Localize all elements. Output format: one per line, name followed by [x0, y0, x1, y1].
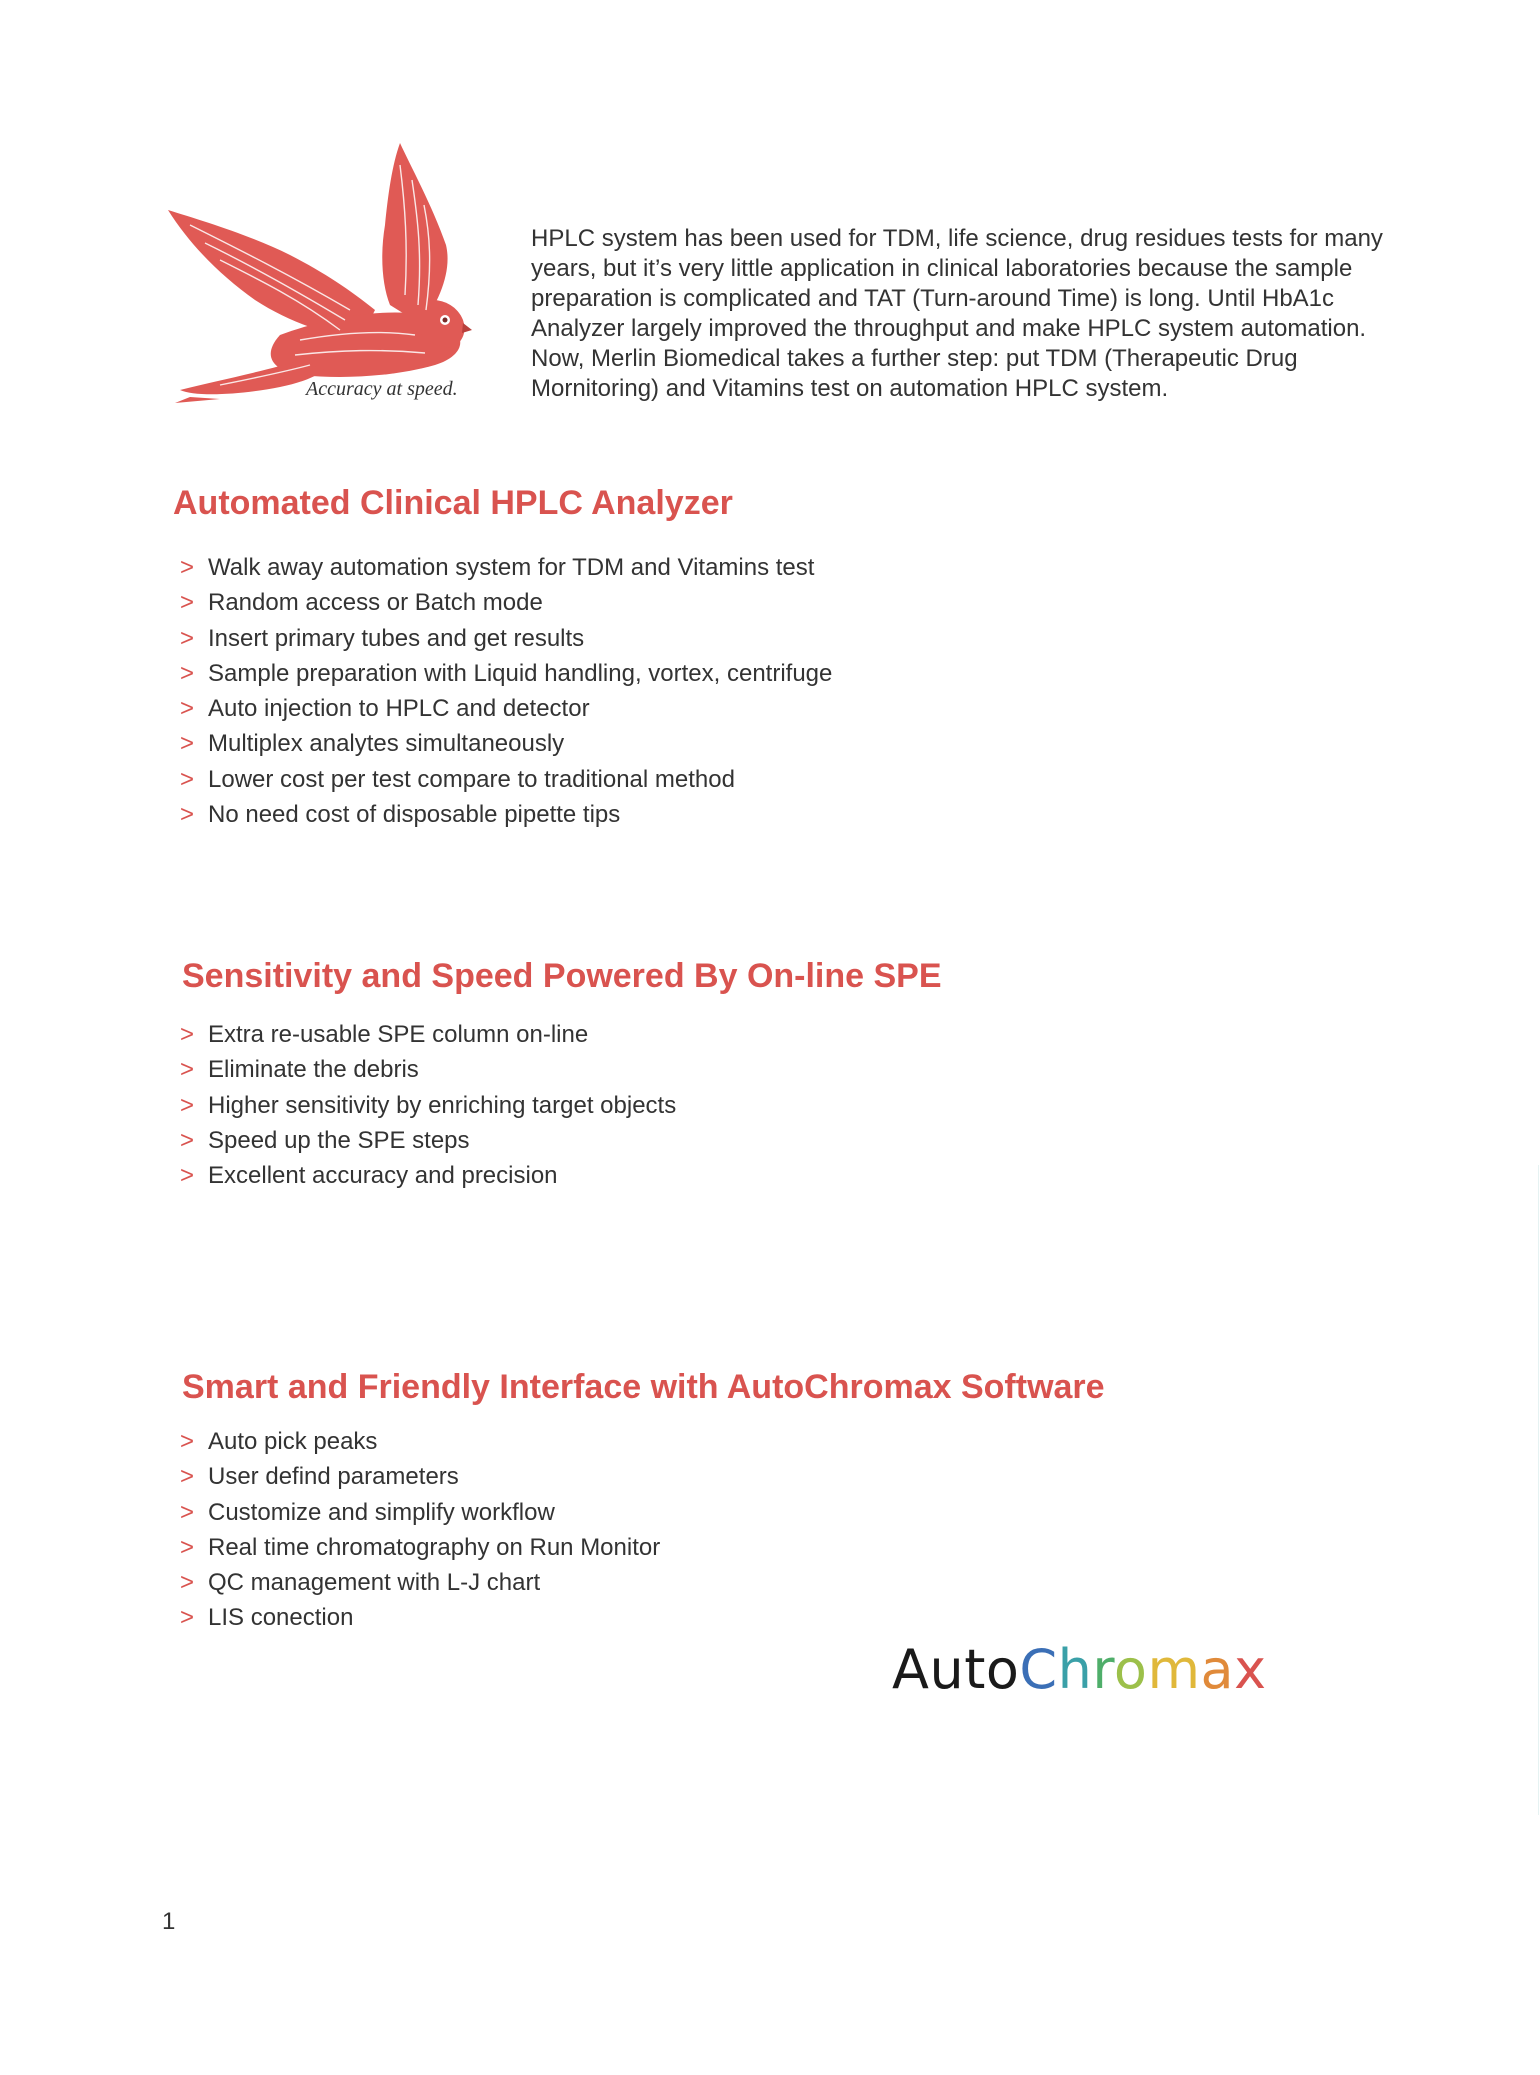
list-item-text: Speed up the SPE steps — [208, 1126, 470, 1154]
list-item-text: Real time chromatography on Run Monitor — [208, 1533, 661, 1561]
bullet-marker: > — [180, 695, 195, 723]
bullet-marker: > — [180, 1091, 195, 1119]
list-item — [180, 1088, 676, 1123]
intro-line: preparation is complicated and TAT (Turn-around Time) is long. Until HbA1c — [531, 285, 1335, 312]
section-title-online-spe: Sensitivity and Speed Powered By On-line SPE — [182, 957, 942, 995]
list-item — [180, 621, 832, 656]
list-item — [180, 1424, 660, 1459]
autochromax-letter: a — [1200, 1638, 1235, 1701]
intro-line: Mornitoring) and Vitamins test on automation HPLC system. — [531, 375, 1169, 402]
list-item — [180, 656, 832, 691]
autochromax-logo — [892, 1638, 1267, 1701]
autochromax-letter: C — [1019, 1638, 1058, 1701]
list-item-text: Auto pick peaks — [208, 1428, 378, 1455]
list-item-text: Multiplex analytes simultaneously — [208, 730, 565, 758]
list-item — [180, 1123, 676, 1158]
autochromax-software-list — [180, 1424, 660, 1636]
falcon-icon — [160, 135, 480, 405]
list-item — [180, 1495, 660, 1530]
list-item-text: User defind parameters — [208, 1463, 459, 1491]
list-item — [180, 1158, 676, 1193]
list-item — [180, 550, 832, 585]
autochromax-letter: o — [985, 1638, 1020, 1701]
list-item — [180, 1530, 660, 1565]
page-edge-divider — [1538, 1165, 1539, 1815]
autochromax-letter: A — [892, 1638, 930, 1701]
list-item — [180, 691, 832, 726]
list-item-text: Insert primary tubes and get results — [208, 624, 585, 652]
bullet-marker: > — [180, 801, 195, 829]
autochromax-letter: t — [964, 1638, 986, 1701]
falcon-logo — [160, 135, 480, 405]
autochromax-letter: u — [929, 1638, 965, 1701]
bullet-marker: > — [180, 730, 195, 758]
bullet-marker: > — [180, 1604, 195, 1632]
autochromax-letter: m — [1147, 1638, 1201, 1701]
intro-line: years, but it’s very little application in clinical laboratories because the sample — [531, 255, 1353, 282]
list-item — [180, 726, 832, 761]
list-item-text: Sample preparation with Liquid handling, vortex, centrifuge — [208, 659, 833, 687]
bullet-marker: > — [180, 1126, 195, 1154]
bullet-marker: > — [180, 1463, 195, 1491]
list-item-text: Eliminate the debris — [208, 1056, 419, 1084]
bullet-marker: > — [180, 554, 195, 581]
bullet-marker: > — [180, 1162, 195, 1190]
automated-analyzer-list — [180, 550, 832, 832]
bullet-marker: > — [180, 1056, 195, 1084]
list-item-text: Higher sensitivity by enriching target objects — [208, 1091, 677, 1119]
bullet-marker: > — [180, 1428, 195, 1455]
bullet-marker: > — [180, 624, 195, 652]
bullet-marker: > — [180, 1533, 195, 1561]
page-number: 1 — [162, 1908, 176, 1935]
list-item-text: Walk away automation system for TDM and Vitamins test — [208, 554, 815, 581]
list-item-text: Customize and simplify workflow — [208, 1498, 555, 1526]
bullet-marker: > — [180, 1569, 195, 1597]
list-item — [180, 762, 832, 797]
list-item-text: Random access or Batch mode — [208, 589, 543, 617]
list-item — [180, 797, 832, 832]
list-item — [180, 1459, 660, 1494]
list-item-text: Excellent accuracy and precision — [208, 1162, 558, 1190]
list-item-text: Extra re-usable SPE column on-line — [208, 1021, 589, 1048]
bullet-marker: > — [180, 659, 195, 687]
autochromax-letter: x — [1234, 1638, 1267, 1701]
section-title-automated-analyzer: Automated Clinical HPLC Analyzer — [173, 484, 733, 522]
list-item — [180, 1565, 660, 1600]
intro-line: Analyzer largely improved the throughput and make HPLC system automation. — [531, 315, 1367, 342]
intro-line: Now, Merlin Biomedical takes a further step: put TDM (Therapeutic Drug — [531, 345, 1298, 372]
section-title-autochromax-software: Smart and Friendly Interface with AutoChromax Software — [182, 1368, 1105, 1406]
list-item — [180, 585, 832, 620]
list-item-text: No need cost of disposable pipette tips — [208, 801, 621, 829]
bullet-marker: > — [180, 1498, 195, 1526]
list-item — [180, 1017, 676, 1052]
bullet-marker: > — [180, 765, 195, 793]
list-item-text: LIS conection — [208, 1604, 354, 1632]
autochromax-letter: r — [1092, 1638, 1114, 1701]
autochromax-letter: o — [1113, 1638, 1148, 1701]
autochromax-letter: h — [1057, 1638, 1093, 1701]
intro-line: HPLC system has been used for TDM, life science, drug residues tests for many — [531, 225, 1383, 252]
list-item-text: Auto injection to HPLC and detector — [208, 695, 590, 723]
bullet-marker: > — [180, 589, 195, 617]
intro-paragraph — [531, 224, 1451, 404]
online-spe-list — [180, 1017, 676, 1193]
list-item — [180, 1600, 660, 1635]
list-item-text: Lower cost per test compare to traditional method — [208, 765, 735, 793]
list-item — [180, 1052, 676, 1087]
logo-tagline: Accuracy at speed. — [306, 378, 458, 400]
bullet-marker: > — [180, 1021, 195, 1048]
list-item-text: QC management with L-J chart — [208, 1569, 541, 1597]
